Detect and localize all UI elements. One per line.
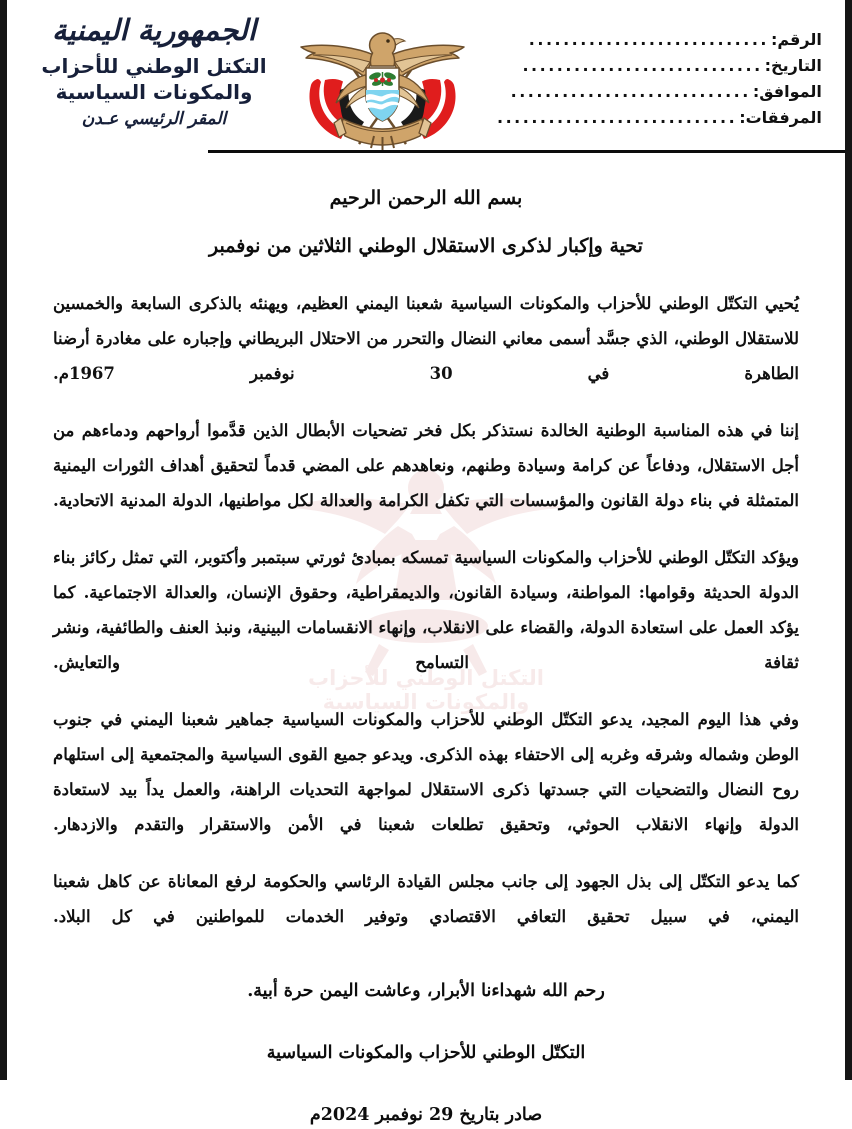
form-label-attachments: المرفقات: <box>739 108 822 127</box>
form-dots-attachments[interactable]: ............................ <box>497 108 738 127</box>
organization-name-line1: التكتل الوطني للأحزاب <box>41 54 267 78</box>
form-label-corresponding: الموافق: <box>752 82 822 101</box>
document-body <box>7 153 845 1129</box>
body-paragraph: وفي هذا اليوم المجيد، يدعو التكتّل الوطني للأحزاب والمكونات السياسية جماهير شعبنا اليمني في جنوب الوطن وشماله وشرقه وغربه إلى الاحتفاء بهذه الذكرى. ويدعو جميع القوى السياسية والمجتمعية إلى استلهام روح النضال والتضحيات التي جسدتها ذكرى الاستقلال لمواجهة التحديات الراهنة، والعمل يداً بيد لاستعادة الدولة وإنهاء الانقلاب الحوثي، وتحقيق تطلعات شعبنا في الأمن والاستقرار والتقدم والازدهار. <box>53 709 799 834</box>
form-dots-date[interactable]: ............................ <box>522 56 763 75</box>
form-label-number: الرقم: <box>770 30 822 49</box>
letterhead-header <box>7 0 845 146</box>
form-label-date: التاريخ: <box>764 56 822 75</box>
closing-block <box>53 977 799 1129</box>
republic-name: الجمهورية اليمنية <box>52 13 256 47</box>
closing-signatory: التكتّل الوطني للأحزاب والمكونات السياسية <box>266 1042 586 1063</box>
form-row-number <box>497 30 822 49</box>
branch-location: المقر الرئيسي عـدن <box>81 109 227 129</box>
basmala-line: بسم الله الرحمن الرحيم <box>329 187 523 209</box>
body-paragraph: كما يدعو التكتّل إلى بذل الجهود إلى جانب مجلس القيادة الرئاسي والحكومة لرفع المعاناة عن كاهل شعبنا اليمني، في سبيل تحقيق التعافي الاقتصادي وتوفير الخدمات للمواطنين في كل البلاد. <box>53 871 799 926</box>
emblem-container <box>277 14 487 160</box>
form-dots-number[interactable]: ............................ <box>528 30 769 49</box>
letterhead-titles <box>31 14 277 129</box>
body-paragraph: ويؤكد التكتّل الوطني للأحزاب والمكونات السياسية تمسكه بمبادئ ثورتي سبتمبر وأكتوبر، التي تمثل ركائز بناء الدولة الحديثة وقوامها: المواطنة، وسيادة القانون، والديمقراطية، وحقوق الإنسان، والعدالة الاجتماعية. كما يؤكد العمل على استعادة الدولة، والقضاء على الانقلاب، وإنهاء الانقسامات البينية، ونبذ العنف والطائفية، ونشر ثقافة التسامح والتعايش. <box>53 547 799 672</box>
closing-issue-date: صادر بتاريخ 29 نوفمبر 2024م <box>309 1104 543 1125</box>
document-subtitle: تحية وإكبار لذكرى الاستقلال الوطني الثلاثين من نوفمبر <box>209 235 643 257</box>
header-form-fields <box>487 14 822 134</box>
yemen-eagle-emblem-icon <box>290 20 475 160</box>
closing-prayer: رحم الله شهداءنا الأبرار، وعاشت اليمن حرة أبية. <box>247 980 605 1001</box>
watermark-text: التكتل الوطني للأحزاب والمكونات السياسية <box>308 666 544 715</box>
organization-name-line2: والمكونات السياسية <box>55 80 253 104</box>
form-dots-corresponding[interactable]: ............................ <box>510 82 751 101</box>
form-row-date <box>497 56 822 75</box>
body-paragraph: يُحيي التكتّل الوطني للأحزاب والمكونات السياسية شعبنا اليمني العظيم، ويهنئه بالذكرى السابعة والخمسين للاستقلال الوطني، الذي جسَّد أسمى معاني النضال والتحرر من الاحتلال البريطاني وإجباره على مغادرة أرضنا الطاهرة في 30 نوفمبر 1967م. <box>53 294 799 383</box>
form-row-corresponding <box>497 82 822 101</box>
form-row-attachments <box>497 108 822 127</box>
body-paragraph: إننا في هذه المناسبة الوطنية الخالدة نستذكر بكل فخر تضحيات الأبطال الذين قدَّموا أرواحهم ودماءهم من أجل الاستقلال، ودفاعاً عن كرامة وسيادة وطنهم، ونعاهدهم على المضي قدماً لتحقيق أهداف الثورات اليمنية المتمثلة في بناء دولة القانون والمؤسسات التي تكفل الكرامة والعدالة لكل مواطنيها، الدولة المدنية الاتحادية. <box>53 420 799 510</box>
